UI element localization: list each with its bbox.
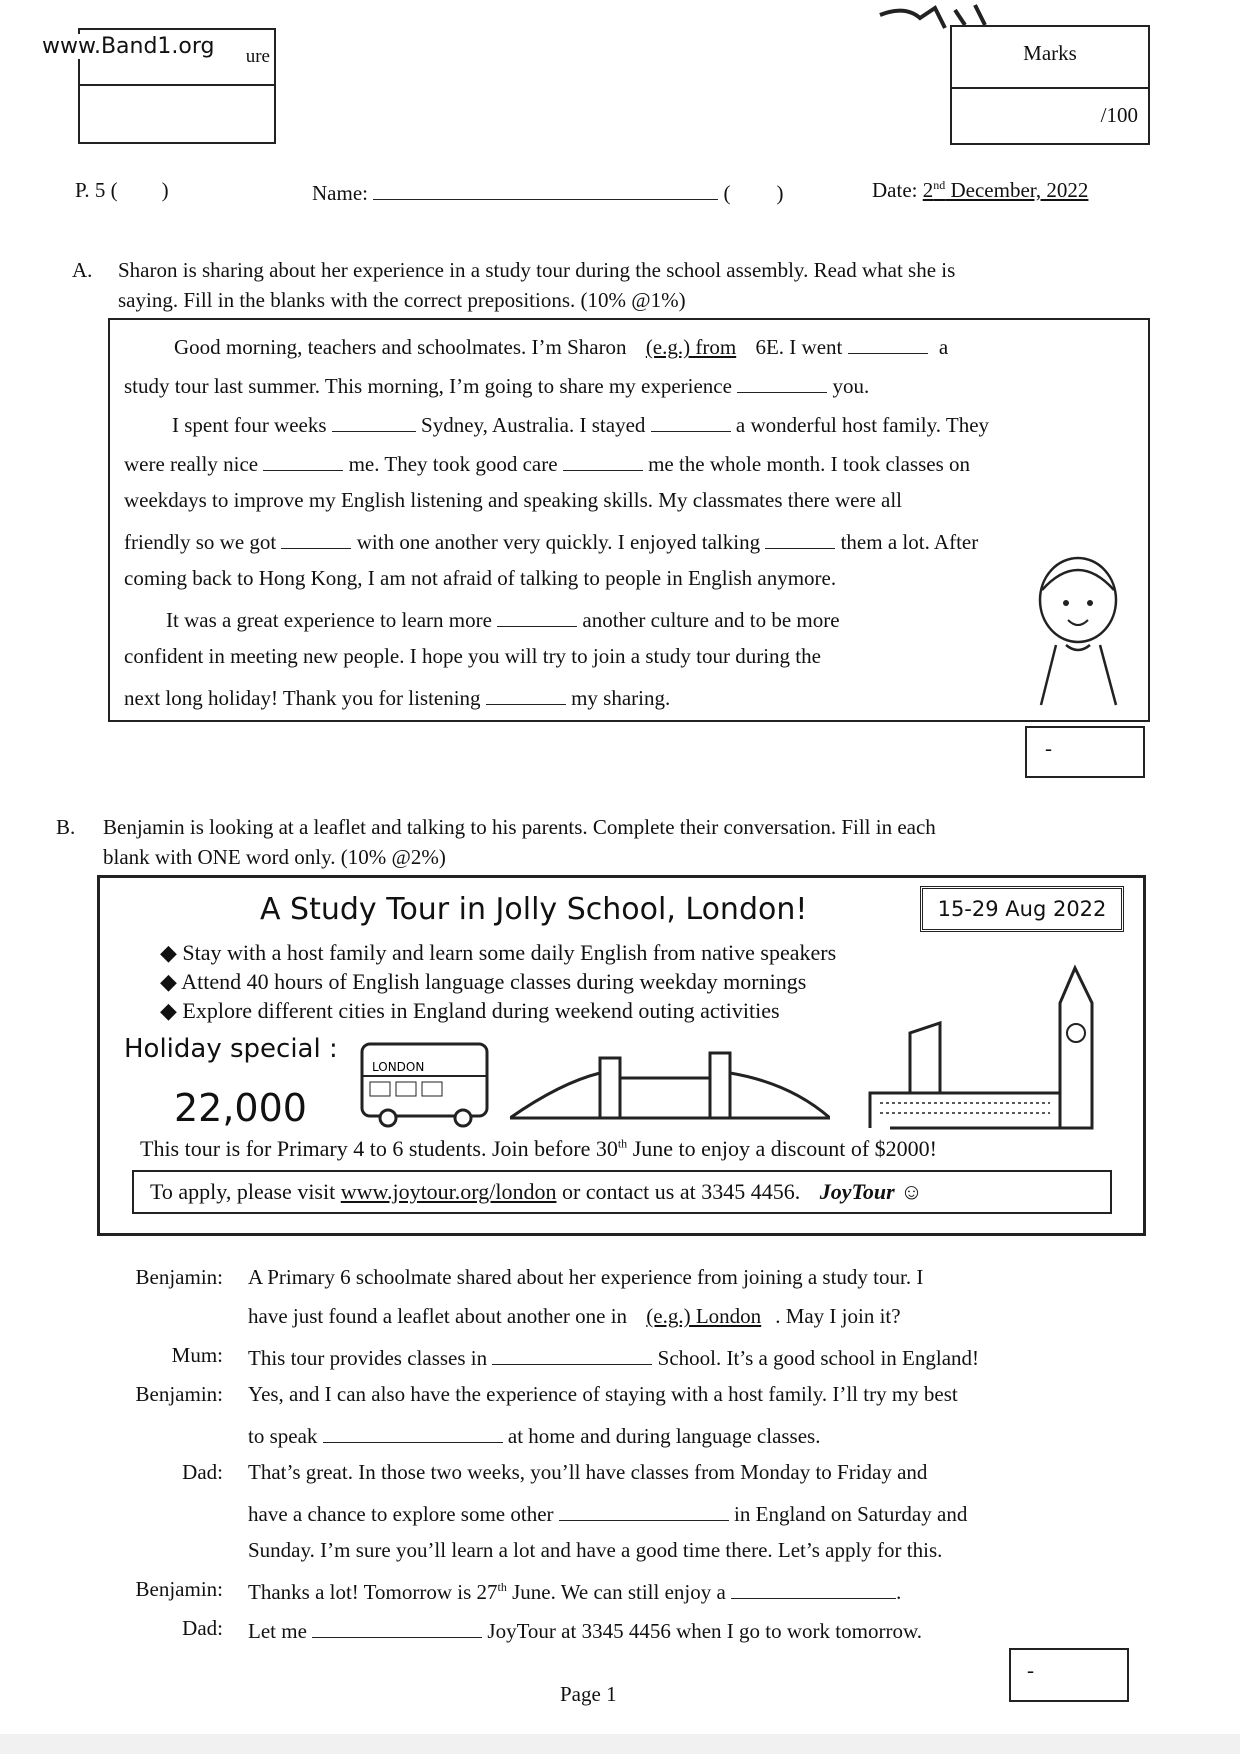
page-number: Page 1	[560, 1682, 617, 1706]
marks-label: Marks	[1023, 41, 1077, 65]
section-a-instructions: Sharon is sharing about her experience in a study tour during the school assembly. Read what she is	[118, 258, 956, 282]
diamond-icon: ◆	[160, 998, 183, 1023]
marks-box	[950, 25, 1150, 145]
london-bus-icon	[358, 1038, 493, 1128]
blank-3[interactable]	[332, 410, 416, 432]
diamond-icon: ◆	[160, 969, 182, 994]
svg-text:LONDON: LONDON	[372, 1060, 425, 1074]
class-field[interactable]	[75, 178, 169, 203]
holiday-special-label: Holiday special :	[124, 1034, 338, 1064]
date-label: Date:	[872, 178, 918, 202]
diamond-icon: ◆	[160, 940, 183, 965]
name-label: Name:	[312, 181, 368, 205]
blank-7[interactable]	[281, 527, 351, 549]
passage-line: friendly so we got with one another very quickly. I enjoyed talking them a lot. After	[124, 527, 1134, 555]
number-close: )	[776, 181, 784, 205]
passage-line: weekdays to improve my English listening and speaking skills. My classmates there were all	[124, 488, 903, 512]
bullet-item: ◆ Explore different cities in England during weekend outing activities	[160, 998, 780, 1023]
leaflet-title: A Study Tour in Jolly School, London!	[260, 892, 808, 927]
blank-10[interactable]	[486, 683, 566, 705]
section-b-instructions: Benjamin is looking at a leaflet and talking to his parents. Complete their conversation. Fill in each	[103, 815, 936, 839]
class-close: )	[161, 178, 169, 202]
apply-box: To apply, please visit www.joytour.org/london or contact us at 3345 4456. JoyTour ☺	[132, 1170, 1112, 1214]
score-mark: -	[1027, 1658, 1034, 1682]
price: 22,000	[174, 1086, 307, 1130]
joytour-link[interactable]: www.joytour.org/london	[340, 1179, 557, 1204]
blank-5[interactable]	[263, 449, 343, 471]
section-a-letter: A.	[72, 258, 93, 282]
section-a-score-box[interactable]	[1025, 726, 1145, 778]
speaker: Dad:	[182, 1460, 223, 1484]
date-sup: nd	[933, 178, 946, 192]
blank-1[interactable]	[848, 332, 928, 354]
section-b-score-box[interactable]	[1009, 1648, 1129, 1702]
speaker: Mum:	[171, 1343, 223, 1367]
speaker: Benjamin:	[135, 1382, 223, 1406]
section-b-instructions: blank with ONE word only. (10% @2%)	[103, 845, 446, 869]
blank-6[interactable]	[563, 449, 643, 471]
name-field[interactable]	[312, 178, 783, 206]
marks-total: /100	[1100, 103, 1138, 127]
blank-b4[interactable]	[731, 1577, 896, 1599]
leaflet-dates: 15-29 Aug 2022	[920, 886, 1124, 932]
speaker: Benjamin:	[135, 1577, 223, 1601]
score-mark: -	[1045, 736, 1052, 760]
passage-line: next long holiday! Thank you for listening my sharing.	[124, 683, 1134, 711]
divider	[80, 84, 274, 86]
leaflet-note: This tour is for Primary 4 to 6 students. Join before 30th June to enjoy a discount of $2000!	[140, 1136, 937, 1161]
blank-b1[interactable]	[492, 1343, 652, 1365]
passage-box	[108, 318, 1150, 722]
passage-line: confident in meeting new people. I hope you will try to join a study tour during the	[124, 644, 821, 668]
passage-line: Good morning, teachers and schoolmates. I’m Sharon (e.g.) from 6E. I went a	[174, 332, 1134, 360]
number-open: (	[723, 181, 731, 205]
class-label: P. 5 (	[75, 178, 118, 202]
section-b-letter: B.	[56, 815, 76, 839]
blank-8[interactable]	[765, 527, 835, 549]
blank-b2[interactable]	[323, 1421, 503, 1443]
big-ben-parliament-icon	[860, 963, 1120, 1133]
signature-label: ure	[245, 46, 270, 67]
girl-illustration-icon	[1026, 545, 1136, 710]
tower-bridge-icon	[510, 1043, 830, 1128]
worksheet-page: www.Band1.org ure Marks /100 P. 5 ( ) Name: ( ) Date: 2nd December, 2022 A. Sharon is sharing about her experience in a study tour during the school assembly. Read what she is saying. Fill in the blanks with the correct prepositions. (10% @1%) Good morning, teachers and schoolmates. I’m Sharon (e.g.) from 6E. I went a study tour last summer. This morning, I’m going to share my experience you. I spent four weeks Sydney, Australia. I stayed a wonderful host family. They were really nice me. They took good care me the whole month. I took classes on weekdays to improve my English listening and speaking skills. My classmates there were all friendly so we got with one another very quickly. I enjoyed talking them a lot. After coming back to Hong Kong, I am not afraid of talking to people in English anymore. It was a great experience to learn more another culture and to be more confident in meeting new people. I hope you will try to join a study tour during the next long holiday! Thank you for listening my sharing. - B. Benjamin is looking at a leaflet and talking to his parents. Complete their conversation. Fill in each blank with ONE word only. (10% @2%) A Study Tour in Jolly School, London! 15-29 Aug 2022 ◆ Stay with a host family and learn some daily English from native speakers ◆ Attend 40 hours of English language classes during weekday mornings ◆ Explore different cities in England during weekend outing activities Holiday special : 22,000 LONDON This tour is for Primary 4 to 6 students. Join before 30th June to enjoy a discount of $2000! To apply, please visit www.joytour.org/london or contact us at 3345 4456. JoyTour ☺ Benjamin: A Primary 6 schoolmate shared about her experience from joining a study tour. I have just found a leaflet about another one in (e.g.) London . May I join it? Mum: This tour provides classes in School. It’s a good school in England! Benjamin: Yes, and I can also have the experience of staying with a host family. I’ll try my best to speak at home and during language classes. Dad: That’s great. In those two weeks, you’ll have classes from Monday to Friday and have a chance to explore some other in England on Saturday and Sunday. I’m sure you’ll learn a lot and have a good time there. Let’s apply for this. Benjamin: Thanks a lot! Tomorrow is 27th June. We can still enjoy a . Dad: Let me JoyTour at 3345 4456 when I go to work tomorrow. - Page 1	[0, 0, 1240, 1754]
date	[872, 178, 1088, 203]
blank-b3[interactable]	[559, 1499, 729, 1521]
blank-2[interactable]	[737, 371, 827, 393]
joytour-brand: JoyTour ☺	[819, 1179, 923, 1204]
section-a-instructions: saying. Fill in the blanks with the correct prepositions. (10% @1%)	[118, 288, 686, 312]
date-rest: December, 2022	[945, 178, 1089, 202]
passage-line: I spent four weeks Sydney, Australia. I stayed a wonderful host family. They	[172, 410, 1134, 438]
leaflet	[97, 875, 1146, 1236]
bullet-item: ◆ Stay with a host family and learn some daily English from native speakers	[160, 940, 837, 965]
example-answer: (e.g.) from	[645, 335, 737, 359]
passage-line: coming back to Hong Kong, I am not afraid of talking to people in English anymore.	[124, 566, 837, 590]
passage-line: study tour last summer. This morning, I’m going to share my experience you.	[124, 371, 1134, 399]
passage-line: were really nice me. They took good care me the whole month. I took classes on	[124, 449, 1134, 477]
watermark: www.Band1.org	[42, 34, 215, 59]
blank-4[interactable]	[651, 410, 731, 432]
speaker: Benjamin:	[135, 1265, 223, 1289]
blank-9[interactable]	[497, 605, 577, 627]
bullet-item: ◆ Attend 40 hours of English language classes during weekday mornings	[160, 969, 807, 994]
passage-line: It was a great experience to learn more another culture and to be more	[166, 605, 1134, 633]
example-answer: (e.g.) London	[646, 1304, 762, 1328]
speaker: Dad:	[182, 1616, 223, 1640]
bottom-strip	[0, 1734, 1240, 1754]
divider	[952, 87, 1148, 89]
date-day: 2	[922, 178, 934, 202]
blank-b5[interactable]	[312, 1616, 482, 1638]
leaflet-bullets	[160, 938, 836, 1025]
